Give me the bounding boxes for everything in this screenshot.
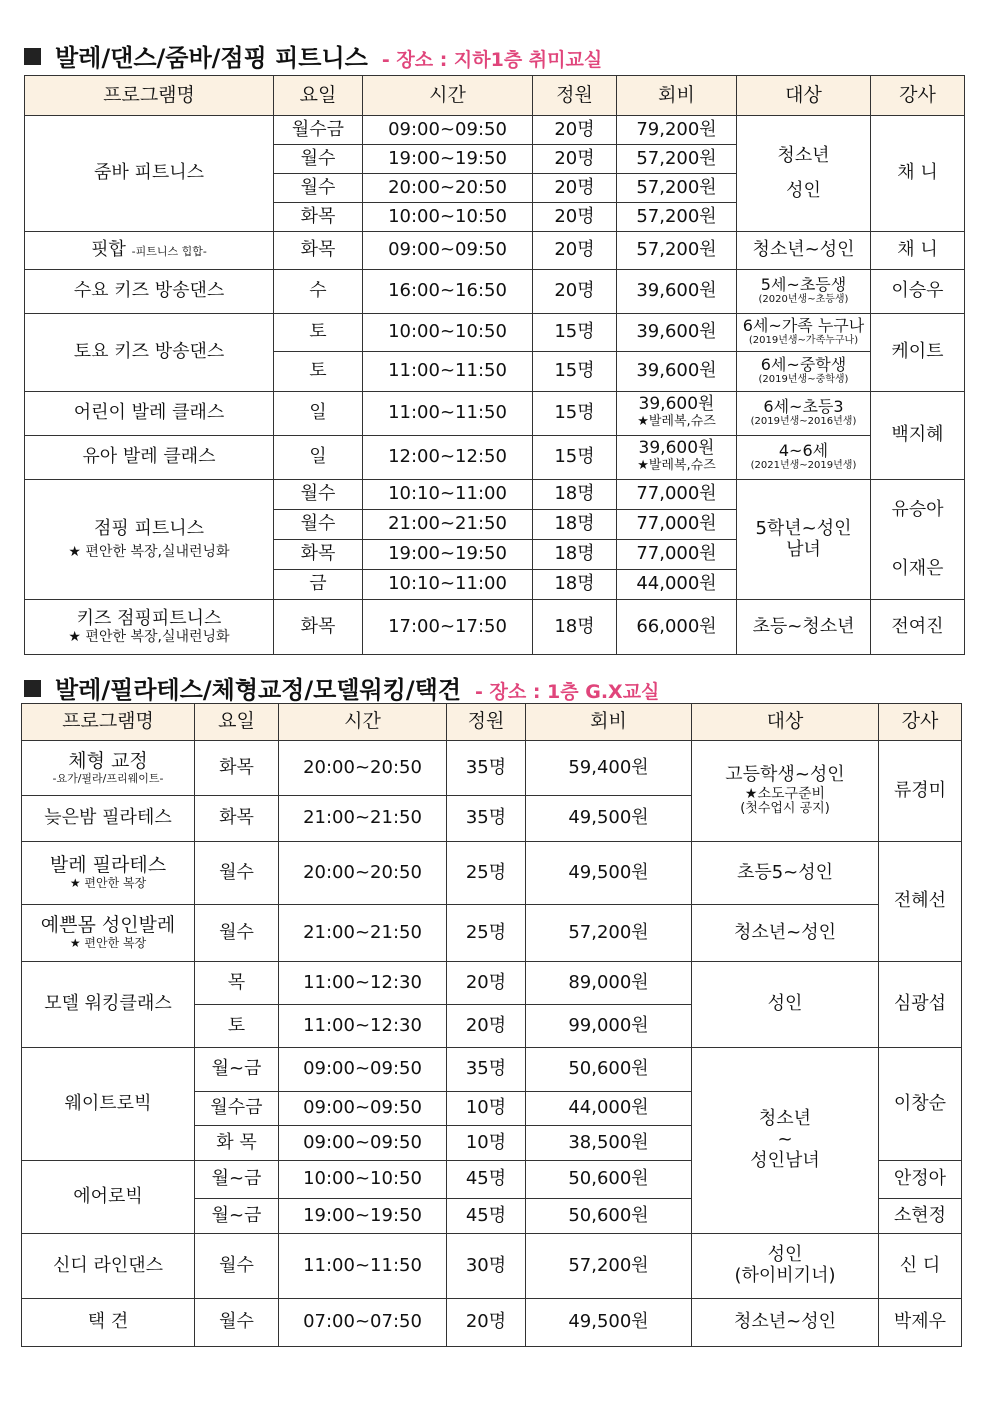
table-row <box>22 1234 962 1299</box>
table-header-row <box>25 76 965 116</box>
time-cell: 10:00~10:50 <box>363 314 533 352</box>
program-name: 어린이 발레 클래스 <box>25 392 274 436</box>
fee-cell: 44,000원 <box>617 570 737 600</box>
instructor-cell: 이승우 <box>871 270 965 314</box>
fee-cell: 89,000원 <box>526 962 692 1005</box>
day-cell: 월수금 <box>274 116 363 145</box>
time-cell: 09:00~09:50 <box>363 116 533 145</box>
program-note: ★ 편안한 복장,실내런닝화 <box>68 629 230 646</box>
fee-cell <box>617 392 737 436</box>
program-name: 늦은밤 필라테스 <box>22 796 195 842</box>
target-sub: (2021년생~2019년생) <box>750 460 857 472</box>
header-target: 대상 <box>737 76 871 116</box>
capacity-cell: 20명 <box>447 1299 526 1347</box>
instructor-cell: 소현정 <box>879 1199 962 1234</box>
target-line: 청소년 <box>758 1108 812 1130</box>
capacity-cell: 15명 <box>533 392 617 436</box>
instructor-cell: 심광섭 <box>879 962 962 1048</box>
header-instructor: 강사 <box>871 76 965 116</box>
program-name <box>25 232 274 270</box>
target-main: 5세~초등생 <box>760 275 847 295</box>
header-day: 요일 <box>195 704 279 741</box>
program-name <box>22 842 195 905</box>
header-program: 프로그램명 <box>22 704 195 741</box>
day-cell: 월수 <box>274 174 363 203</box>
capacity-cell: 20명 <box>533 174 617 203</box>
fee-cell: 39,600원 <box>617 352 737 392</box>
table-row <box>22 741 962 796</box>
day-cell: 월~금 <box>195 1048 279 1092</box>
time-cell: 09:00~09:50 <box>279 1048 447 1092</box>
program-name: 모델 워킹클래스 <box>22 962 195 1048</box>
time-cell: 16:00~16:50 <box>363 270 533 314</box>
instructor-cell: 박제우 <box>879 1299 962 1347</box>
fee-amount: 39,600원 <box>638 394 715 415</box>
target-cell: 초등~청소년 <box>737 600 871 655</box>
time-cell: 10:00~10:50 <box>279 1161 447 1199</box>
table-row <box>25 314 965 352</box>
capacity-cell: 20명 <box>533 145 617 174</box>
program-note: ★ 편안한 복장 <box>69 876 147 891</box>
capacity-cell: 20명 <box>533 232 617 270</box>
target-cell <box>737 392 871 436</box>
capacity-cell: 25명 <box>447 842 526 905</box>
fee-cell: 57,200원 <box>617 145 737 174</box>
instructor-cell: 전여진 <box>871 600 965 655</box>
table-row <box>25 480 965 510</box>
header-fee: 회비 <box>617 76 737 116</box>
fee-cell: 39,600원 <box>617 314 737 352</box>
table-row <box>25 392 965 436</box>
target-line: ~ <box>777 1129 793 1151</box>
target-line: 성인 <box>786 179 821 201</box>
fee-cell: 49,500원 <box>526 1299 692 1347</box>
square-bullet-icon <box>24 48 41 65</box>
program-note: ★ 편안한 복장,실내런닝화 <box>68 543 230 560</box>
day-cell: 월수 <box>195 1234 279 1299</box>
program-subtitle: -요가/필라/프리웨이트- <box>52 771 164 785</box>
target-sub: (2019년생~2016년생) <box>750 416 857 428</box>
program-name: 택 견 <box>22 1299 195 1347</box>
instructor-name: 이재은 <box>891 557 944 579</box>
fee-cell: 77,000원 <box>617 540 737 570</box>
fee-note: ★발레복,슈즈 <box>637 458 716 474</box>
fee-cell: 57,200원 <box>526 1234 692 1299</box>
program-title: 예쁜몸 성인발레 <box>40 914 176 937</box>
day-cell: 월수 <box>195 1299 279 1347</box>
target-cell: 초등5~성인 <box>692 842 879 905</box>
target-cell <box>692 741 879 842</box>
time-cell: 11:00~11:50 <box>363 392 533 436</box>
fee-cell: 59,400원 <box>526 741 692 796</box>
header-program: 프로그램명 <box>25 76 274 116</box>
table-row <box>22 842 962 905</box>
time-cell: 20:00~20:50 <box>279 842 447 905</box>
target-main: 4~6세 <box>778 441 829 461</box>
target-sub: (2020년생~초등생) <box>758 294 849 306</box>
capacity-cell: 18명 <box>533 510 617 540</box>
time-cell: 09:00~09:50 <box>279 1092 447 1126</box>
fee-cell: 99,000원 <box>526 1005 692 1048</box>
header-day: 요일 <box>274 76 363 116</box>
day-cell: 화 목 <box>195 1126 279 1161</box>
capacity-cell: 18명 <box>533 540 617 570</box>
time-cell: 09:00~09:50 <box>363 232 533 270</box>
fee-cell: 44,000원 <box>526 1092 692 1126</box>
target-line: 남녀 <box>786 538 821 560</box>
capacity-cell: 15명 <box>533 436 617 480</box>
target-cell <box>737 352 871 392</box>
target-cell <box>692 1234 879 1299</box>
capacity-cell: 18명 <box>533 570 617 600</box>
day-cell: 토 <box>274 314 363 352</box>
program-name: 줌바 피트니스 <box>25 116 274 232</box>
target-line: 성인 <box>767 1244 803 1266</box>
fee-cell: 79,200원 <box>617 116 737 145</box>
instructor-cell: 채 니 <box>871 116 965 232</box>
header-capacity: 정원 <box>447 704 526 741</box>
time-cell: 11:00~11:50 <box>279 1234 447 1299</box>
program-name: 토요 키즈 방송댄스 <box>25 314 274 392</box>
fee-cell: 57,200원 <box>526 905 692 962</box>
fee-note: ★발레복,슈즈 <box>637 414 716 430</box>
square-bullet-icon <box>24 680 41 697</box>
header-time: 시간 <box>279 704 447 741</box>
time-cell: 11:00~11:50 <box>363 352 533 392</box>
day-cell: 화목 <box>274 600 363 655</box>
header-fee: 회비 <box>526 704 692 741</box>
fee-cell: 38,500원 <box>526 1126 692 1161</box>
time-cell: 10:00~10:50 <box>363 203 533 232</box>
fee-cell: 57,200원 <box>617 174 737 203</box>
capacity-cell: 20명 <box>533 270 617 314</box>
program-name <box>22 905 195 962</box>
time-cell: 07:00~07:50 <box>279 1299 447 1347</box>
day-cell: 토 <box>195 1005 279 1048</box>
instructor-cell: 백지혜 <box>871 392 965 480</box>
table-row <box>22 1048 962 1092</box>
section-1-heading: 발레/댄스/줌바/점핑 피트니스 <box>55 44 368 72</box>
section-1-title <box>24 38 602 73</box>
target-line: (하이비기너) <box>734 1265 836 1286</box>
table-row <box>22 1299 962 1347</box>
fee-cell: 50,600원 <box>526 1199 692 1234</box>
capacity-cell: 15명 <box>533 352 617 392</box>
day-cell: 화목 <box>195 741 279 796</box>
target-cell <box>737 314 871 352</box>
capacity-cell: 35명 <box>447 741 526 796</box>
target-cell: 성인 <box>692 962 879 1048</box>
program-title: 점핑 피트니스 <box>93 518 205 540</box>
target-cell <box>737 270 871 314</box>
time-cell: 11:00~12:30 <box>279 962 447 1005</box>
day-cell: 월수 <box>274 510 363 540</box>
target-cell: 청소년~성인 <box>737 232 871 270</box>
day-cell: 화목 <box>274 540 363 570</box>
day-cell: 화목 <box>274 232 363 270</box>
target-main: 고등학생~성인 <box>725 764 845 786</box>
time-cell: 21:00~21:50 <box>363 510 533 540</box>
program-name: 에어로빅 <box>22 1161 195 1234</box>
capacity-cell: 18명 <box>533 600 617 655</box>
instructor-cell: 채 니 <box>871 232 965 270</box>
header-time: 시간 <box>363 76 533 116</box>
header-instructor: 강사 <box>879 704 962 741</box>
day-cell: 금 <box>274 570 363 600</box>
section-2-location: - 장소 : 1층 G.X교실 <box>475 681 660 703</box>
table-row <box>25 232 965 270</box>
capacity-cell: 20명 <box>533 203 617 232</box>
capacity-cell: 35명 <box>447 796 526 842</box>
day-cell: 화목 <box>195 796 279 842</box>
target-note: ★소도구준비 <box>744 785 826 802</box>
target-cell: 청소년~성인 <box>692 1299 879 1347</box>
instructor-cell <box>871 480 965 600</box>
table-header-row <box>22 704 962 741</box>
fee-amount: 39,600원 <box>638 438 715 459</box>
time-cell: 12:00~12:50 <box>363 436 533 480</box>
program-title: 체형 교정 <box>68 749 148 772</box>
table-row <box>25 270 965 314</box>
day-cell: 월수금 <box>195 1092 279 1126</box>
program-note: ★ 편안한 복장 <box>69 936 147 951</box>
capacity-cell: 45명 <box>447 1199 526 1234</box>
fee-cell: 49,500원 <box>526 842 692 905</box>
program-name <box>25 480 274 600</box>
target-note: (첫수업시 공지) <box>740 800 830 816</box>
table-row <box>25 436 965 480</box>
target-sub: (2019년생~가족누구나) <box>748 335 859 347</box>
target-line: 성인남녀 <box>750 1149 820 1171</box>
capacity-cell: 20명 <box>447 962 526 1005</box>
time-cell: 09:00~09:50 <box>279 1126 447 1161</box>
table-row <box>22 962 962 1005</box>
program-name <box>22 741 195 796</box>
instructor-cell: 이창순 <box>879 1048 962 1161</box>
day-cell: 목 <box>195 962 279 1005</box>
section-1-location: - 장소 : 지하1층 취미교실 <box>381 49 603 71</box>
fee-cell <box>617 436 737 480</box>
table-row <box>25 116 965 145</box>
capacity-cell: 20명 <box>533 116 617 145</box>
target-main: 6세~중학생 <box>760 355 847 375</box>
capacity-cell: 15명 <box>533 314 617 352</box>
time-cell: 10:10~11:00 <box>363 480 533 510</box>
time-cell: 19:00~19:50 <box>363 540 533 570</box>
target-main: 6세~초등3 <box>763 397 844 417</box>
instructor-cell: 케이트 <box>871 314 965 392</box>
capacity-cell: 10명 <box>447 1126 526 1161</box>
time-cell: 10:10~11:00 <box>363 570 533 600</box>
program-name: 유아 발레 클래스 <box>25 436 274 480</box>
fee-cell: 57,200원 <box>617 232 737 270</box>
table-row <box>22 905 962 962</box>
fee-cell: 77,000원 <box>617 480 737 510</box>
program-title: 키즈 점핑피트니스 <box>76 607 222 629</box>
day-cell: 월~금 <box>195 1161 279 1199</box>
fee-cell: 39,600원 <box>617 270 737 314</box>
program-subtitle: -피트니스 힙합- <box>131 245 207 259</box>
day-cell: 월수 <box>195 905 279 962</box>
fee-cell: 50,600원 <box>526 1048 692 1092</box>
program-title: 발레 필라테스 <box>49 854 167 877</box>
target-cell <box>737 480 871 600</box>
header-capacity: 정원 <box>533 76 617 116</box>
target-cell <box>692 1048 879 1234</box>
time-cell: 19:00~19:50 <box>363 145 533 174</box>
day-cell: 토 <box>274 352 363 392</box>
time-cell: 20:00~20:50 <box>279 741 447 796</box>
capacity-cell: 10명 <box>447 1092 526 1126</box>
program-name <box>25 600 274 655</box>
fee-cell: 77,000원 <box>617 510 737 540</box>
target-cell <box>737 436 871 480</box>
section-2-heading: 발레/필라테스/체형교정/모델워킹/택견 <box>55 676 462 704</box>
fee-cell: 57,200원 <box>617 203 737 232</box>
time-cell: 17:00~17:50 <box>363 600 533 655</box>
program-name: 신디 라인댄스 <box>22 1234 195 1299</box>
instructor-cell: 류경미 <box>879 741 962 842</box>
capacity-cell: 18명 <box>533 480 617 510</box>
target-line: 청소년 <box>777 145 830 167</box>
table-row <box>25 600 965 655</box>
instructor-name: 유승아 <box>891 498 944 520</box>
program-name: 수요 키즈 방송댄스 <box>25 270 274 314</box>
target-cell: 청소년~성인 <box>692 905 879 962</box>
capacity-cell: 20명 <box>447 1005 526 1048</box>
target-main: 6세~가족 누구나 <box>742 316 865 336</box>
time-cell: 21:00~21:50 <box>279 905 447 962</box>
day-cell: 일 <box>274 392 363 436</box>
program-title: 핏합 <box>91 239 126 261</box>
fee-cell: 49,500원 <box>526 796 692 842</box>
day-cell: 월수 <box>195 842 279 905</box>
day-cell: 화목 <box>274 203 363 232</box>
instructor-cell: 전혜선 <box>879 842 962 962</box>
target-line: 5학년~성인 <box>755 517 852 539</box>
target-sub: (2019년생~중학생) <box>758 374 849 386</box>
time-cell: 20:00~20:50 <box>363 174 533 203</box>
capacity-cell: 25명 <box>447 905 526 962</box>
target-cell <box>737 116 871 232</box>
time-cell: 11:00~12:30 <box>279 1005 447 1048</box>
section-2-title <box>24 670 659 705</box>
program-name: 웨이트로빅 <box>22 1048 195 1161</box>
capacity-cell: 35명 <box>447 1048 526 1092</box>
day-cell: 월수 <box>274 480 363 510</box>
section-1-table <box>24 75 965 655</box>
time-cell: 19:00~19:50 <box>279 1199 447 1234</box>
fee-cell: 66,000원 <box>617 600 737 655</box>
instructor-cell: 신 디 <box>879 1234 962 1299</box>
day-cell: 월수 <box>274 145 363 174</box>
section-2-table <box>21 703 962 1347</box>
capacity-cell: 45명 <box>447 1161 526 1199</box>
instructor-cell: 안정아 <box>879 1161 962 1199</box>
time-cell: 21:00~21:50 <box>279 796 447 842</box>
header-target: 대상 <box>692 704 879 741</box>
day-cell: 월~금 <box>195 1199 279 1234</box>
capacity-cell: 30명 <box>447 1234 526 1299</box>
day-cell: 수 <box>274 270 363 314</box>
fee-cell: 50,600원 <box>526 1161 692 1199</box>
day-cell: 일 <box>274 436 363 480</box>
